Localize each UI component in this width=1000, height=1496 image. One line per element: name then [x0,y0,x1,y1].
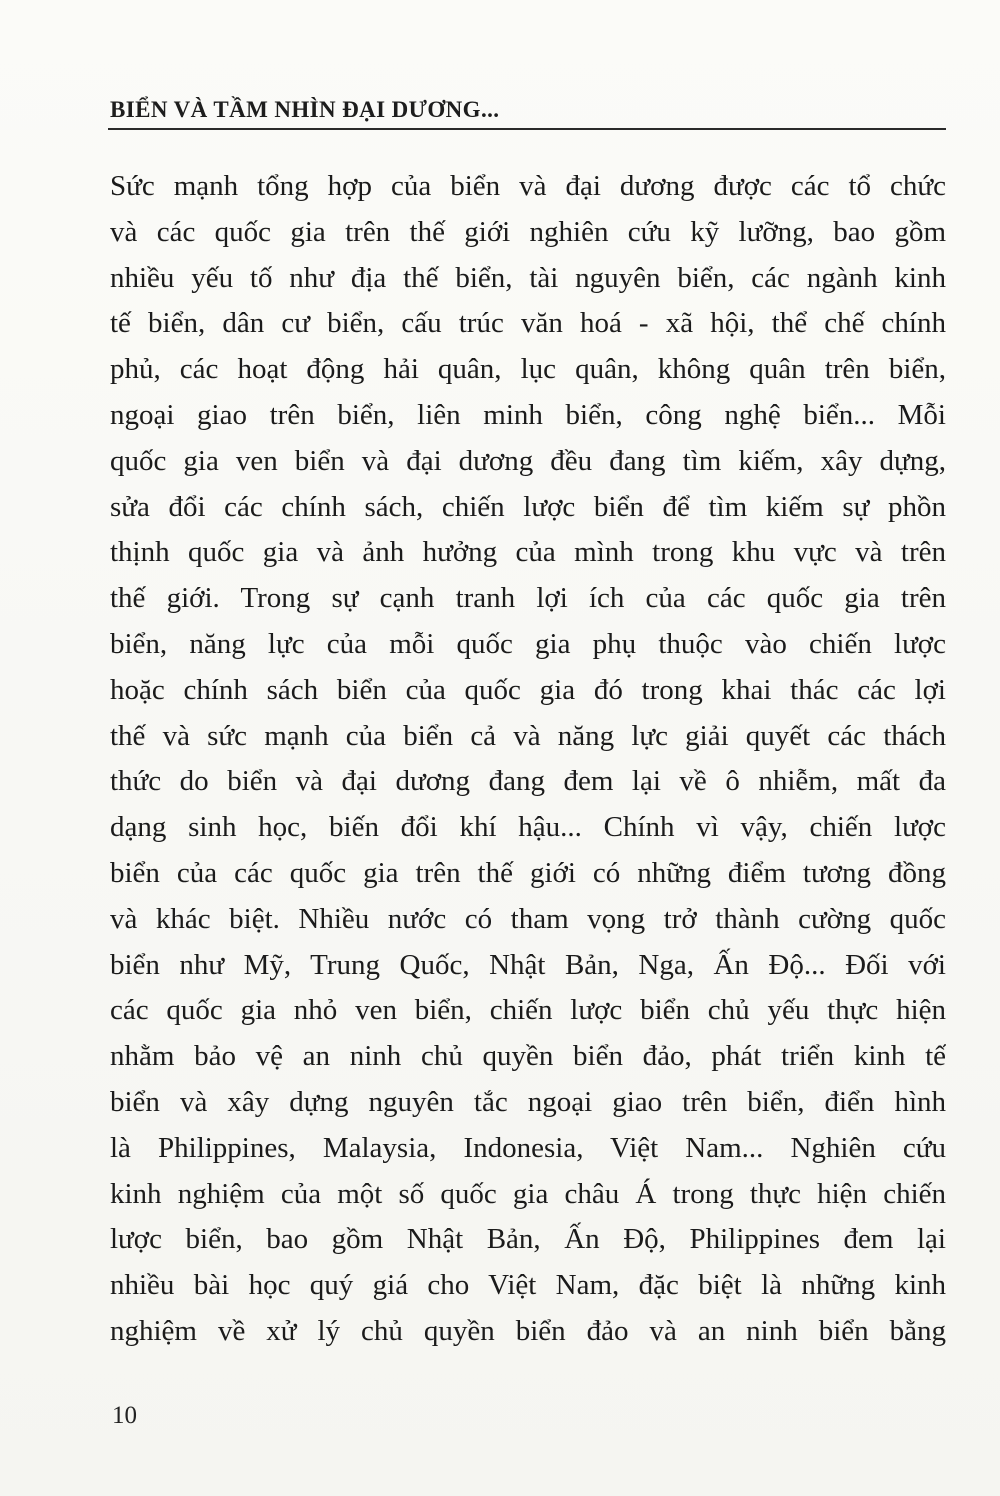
header-rule [108,128,946,130]
text-line: thức do biển và đại dương đang đem lại về ô nhiễm, mất đa [110,765,946,798]
text-line: thế giới. Trong sự cạnh tranh lợi ích của các quốc gia trên [110,582,946,615]
text-line: quốc gia ven biển và đại dương đều đang tìm kiếm, xây dựng, [110,444,946,477]
text-line: nhiều yếu tố như địa thế biển, tài nguyên biển, các ngành kinh [110,261,946,294]
text-line: các quốc gia nhỏ ven biển, chiến lược biển chủ yếu thực hiện [110,994,946,1027]
text-line: thế và sức mạnh của biển cả và năng lực giải quyết các thách [110,719,946,752]
text-line: kinh nghiệm của một số quốc gia châu Á trong thực hiện chiến [110,1177,946,1210]
text-line: phủ, các hoạt động hải quân, lục quân, không quân trên biển, [110,353,946,386]
text-line: nhằm bảo vệ an ninh chủ quyền biển đảo, phát triển kinh tế [110,1040,946,1073]
text-line: là Philippines, Malaysia, Indonesia, Việt Nam... Nghiên cứu [110,1131,946,1164]
body-paragraph [110,164,946,1355]
text-line: Sức mạnh tổng hợp của biển và đại dương được các tổ chức [110,170,946,202]
text-line: biển, năng lực của mỗi quốc gia phụ thuộc vào chiến lược [110,627,946,660]
text-line: biển và xây dựng nguyên tắc ngoại giao trên biển, điển hình [110,1085,946,1118]
text-line: sửa đổi các chính sách, chiến lược biển để tìm kiếm sự phồn [110,490,946,523]
text-line: tế biển, dân cư biển, cấu trúc văn hoá - xã hội, thể chế chính [110,307,946,340]
text-line: thịnh quốc gia và ảnh hưởng của mình trong khu vực và trên [110,536,946,569]
running-header: BIỂN VÀ TẦM NHÌN ĐẠI DƯƠNG... [110,97,500,122]
page-number: 10 [112,1402,137,1429]
text-line: và khác biệt. Nhiều nước có tham vọng trở thành cường quốc [110,902,946,935]
text-line: nhiều bài học quý giá cho Việt Nam, đặc biệt là những kinh [110,1269,946,1302]
text-line: lược biển, bao gồm Nhật Bản, Ấn Độ, Philippines đem lại [110,1223,946,1256]
text-line: và các quốc gia trên thế giới nghiên cứu kỹ lưỡng, bao gồm [110,215,946,248]
text-line: hoặc chính sách biển của quốc gia đó trong khai thác các lợi [110,673,946,706]
text-line: biển của các quốc gia trên thế giới có những điểm tương đồng [110,856,946,889]
text-line: nghiệm về xử lý chủ quyền biển đảo và an ninh biển bằng [110,1314,946,1347]
text-line: ngoại giao trên biển, liên minh biển, công nghệ biển... Mỗi [110,398,946,431]
text-line: dạng sinh học, biến đổi khí hậu... Chính vì vậy, chiến lược [110,811,946,844]
text-line: biển như Mỹ, Trung Quốc, Nhật Bản, Nga, Ấn Độ... Đối với [110,948,946,981]
